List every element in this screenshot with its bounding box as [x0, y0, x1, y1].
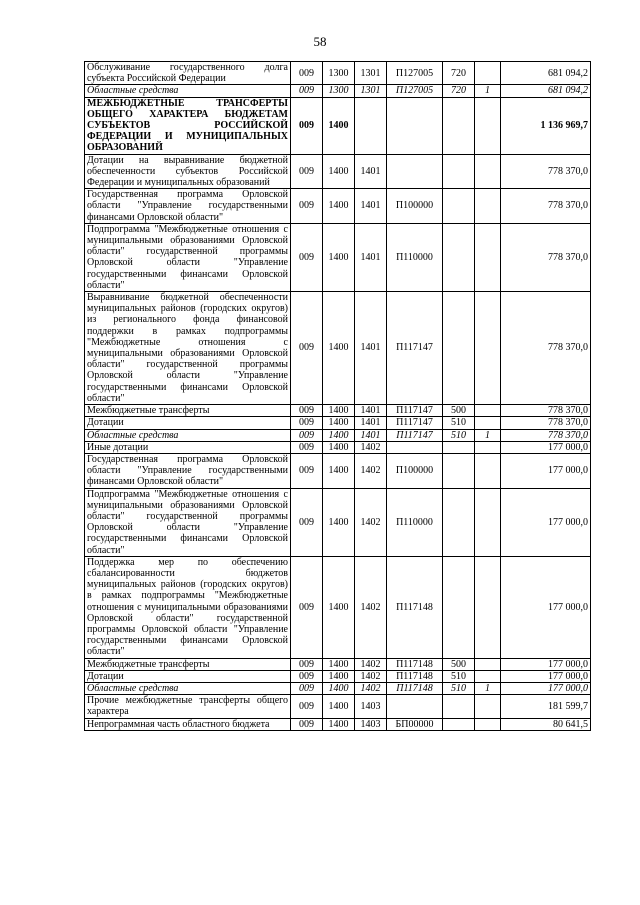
row-amount: 177 000,0 [501, 556, 591, 658]
row-ministry-code: 009 [291, 682, 323, 694]
row-subsection-code: 1402 [355, 658, 387, 670]
row-target-article: П110000 [387, 488, 443, 556]
row-funding-source: 1 [475, 682, 501, 694]
row-amount: 177 000,0 [501, 682, 591, 694]
table-row [85, 189, 591, 224]
row-target-article: П127005 [387, 62, 443, 85]
row-ministry-code: 009 [291, 670, 323, 682]
row-funding-source: 1 [475, 85, 501, 97]
row-amount: 681 094,2 [501, 85, 591, 97]
row-target-article: П117147 [387, 417, 443, 429]
row-expense-type [443, 488, 475, 556]
row-amount: 177 000,0 [501, 441, 591, 453]
table-row [85, 695, 591, 718]
row-name: МЕЖБЮДЖЕТНЫЕ ТРАНСФЕРТЫ ОБЩЕГО ХАРАКТЕРА БЮДЖЕТАМ СУБЪЕКТОВ РОССИЙСКОЙ ФЕДЕРАЦИИ И МУНИЦИПАЛЬНЫХ ОБРАЗОВАНИЙ [85, 97, 291, 154]
table-row [85, 62, 591, 85]
row-ministry-code: 009 [291, 453, 323, 488]
row-name: Подпрограмма "Межбюджетные отношения с муниципальными образованиями Орловской области" государственной программы Орловской области "Управление государственными финансами Орловской области" [85, 223, 291, 291]
row-ministry-code: 009 [291, 556, 323, 658]
row-section-code: 1400 [323, 189, 355, 224]
row-target-article [387, 695, 443, 718]
row-section-code: 1400 [323, 429, 355, 441]
row-section-code: 1400 [323, 658, 355, 670]
row-funding-source [475, 695, 501, 718]
row-ministry-code: 009 [291, 695, 323, 718]
row-ministry-code: 009 [291, 292, 323, 405]
table-row [85, 223, 591, 291]
row-ministry-code: 009 [291, 223, 323, 291]
row-subsection-code: 1401 [355, 223, 387, 291]
row-funding-source [475, 292, 501, 405]
table-row [85, 292, 591, 405]
row-ministry-code: 009 [291, 62, 323, 85]
row-target-article: П127005 [387, 85, 443, 97]
row-expense-type: 510 [443, 670, 475, 682]
table-row [85, 97, 591, 154]
row-subsection-code: 1403 [355, 695, 387, 718]
row-expense-type [443, 154, 475, 189]
row-funding-source [475, 62, 501, 85]
row-subsection-code: 1402 [355, 441, 387, 453]
row-target-article: П117148 [387, 682, 443, 694]
row-funding-source [475, 441, 501, 453]
row-expense-type [443, 223, 475, 291]
table-row [85, 453, 591, 488]
row-expense-type [443, 556, 475, 658]
row-expense-type: 720 [443, 62, 475, 85]
row-section-code: 1400 [323, 223, 355, 291]
row-expense-type [443, 441, 475, 453]
row-funding-source [475, 670, 501, 682]
row-ministry-code: 009 [291, 85, 323, 97]
row-target-article: П117147 [387, 429, 443, 441]
row-target-article: П117147 [387, 405, 443, 417]
row-expense-type: 510 [443, 682, 475, 694]
row-ministry-code: 009 [291, 718, 323, 730]
table-row [85, 556, 591, 658]
row-subsection-code: 1402 [355, 488, 387, 556]
row-expense-type: 500 [443, 405, 475, 417]
row-section-code: 1300 [323, 85, 355, 97]
row-name: Государственная программа Орловской области "Управление государственными финансами Орловской области" [85, 189, 291, 224]
budget-table-body [85, 62, 591, 731]
row-target-article [387, 154, 443, 189]
row-expense-type [443, 718, 475, 730]
row-name: Подпрограмма "Межбюджетные отношения с муниципальными образованиями Орловской области" государственной программы Орловской области "Управление государственными финансами Орловской области" [85, 488, 291, 556]
row-target-article [387, 97, 443, 154]
row-section-code: 1400 [323, 670, 355, 682]
row-subsection-code: 1401 [355, 429, 387, 441]
row-amount: 177 000,0 [501, 453, 591, 488]
row-funding-source [475, 658, 501, 670]
row-subsection-code: 1401 [355, 154, 387, 189]
row-ministry-code: 009 [291, 658, 323, 670]
table-row [85, 682, 591, 694]
table-row [85, 718, 591, 730]
row-subsection-code: 1401 [355, 405, 387, 417]
row-amount: 778 370,0 [501, 223, 591, 291]
row-amount: 177 000,0 [501, 670, 591, 682]
row-target-article: П117147 [387, 292, 443, 405]
row-ministry-code: 009 [291, 189, 323, 224]
table-row [85, 417, 591, 429]
row-expense-type [443, 695, 475, 718]
row-ministry-code: 009 [291, 488, 323, 556]
row-name: Дотации на выравнивание бюджетной обеспеченности субъектов Российской Федерации и муниципальных образований [85, 154, 291, 189]
row-target-article: П100000 [387, 453, 443, 488]
row-amount: 80 641,5 [501, 718, 591, 730]
row-name: Областные средства [85, 682, 291, 694]
row-section-code: 1400 [323, 405, 355, 417]
row-funding-source [475, 453, 501, 488]
row-section-code: 1400 [323, 682, 355, 694]
row-section-code: 1400 [323, 417, 355, 429]
row-funding-source [475, 556, 501, 658]
row-amount: 181 599,7 [501, 695, 591, 718]
row-name: Выравнивание бюджетной обеспеченности муниципальных районов (городских округов) из регионального фонда финансовой поддержки в рамках подпрограммы "Межбюджетные отношения с муниципальными образованиями Орловской области" государственной программы Орловской области "Управление государственными финансами Орловской области" [85, 292, 291, 405]
row-target-article: П110000 [387, 223, 443, 291]
row-expense-type: 510 [443, 429, 475, 441]
row-name: Межбюджетные трансферты [85, 658, 291, 670]
row-ministry-code: 009 [291, 429, 323, 441]
row-expense-type: 720 [443, 85, 475, 97]
row-subsection-code [355, 97, 387, 154]
row-section-code: 1400 [323, 154, 355, 189]
row-section-code: 1400 [323, 488, 355, 556]
row-subsection-code: 1402 [355, 453, 387, 488]
row-name: Обслуживание государственного долга субъекта Российской Федерации [85, 62, 291, 85]
row-name: Непрограммная часть областного бюджета [85, 718, 291, 730]
row-ministry-code: 009 [291, 441, 323, 453]
row-amount: 1 136 969,7 [501, 97, 591, 154]
row-name: Межбюджетные трансферты [85, 405, 291, 417]
row-subsection-code: 1402 [355, 670, 387, 682]
row-funding-source [475, 97, 501, 154]
row-section-code: 1400 [323, 97, 355, 154]
row-section-code: 1400 [323, 556, 355, 658]
row-expense-type [443, 97, 475, 154]
row-section-code: 1400 [323, 453, 355, 488]
row-amount: 778 370,0 [501, 292, 591, 405]
row-target-article: БП00000 [387, 718, 443, 730]
row-target-article: П117148 [387, 670, 443, 682]
table-row [85, 441, 591, 453]
table-row [85, 670, 591, 682]
row-name: Дотации [85, 417, 291, 429]
row-funding-source [475, 405, 501, 417]
row-ministry-code: 009 [291, 97, 323, 154]
row-amount: 778 370,0 [501, 154, 591, 189]
row-section-code: 1400 [323, 292, 355, 405]
row-subsection-code: 1403 [355, 718, 387, 730]
row-funding-source [475, 189, 501, 224]
row-subsection-code: 1402 [355, 556, 387, 658]
row-amount: 778 370,0 [501, 429, 591, 441]
row-section-code: 1300 [323, 62, 355, 85]
row-subsection-code: 1402 [355, 682, 387, 694]
row-section-code: 1400 [323, 695, 355, 718]
row-name: Прочие межбюджетные трансферты общего характера [85, 695, 291, 718]
row-subsection-code: 1401 [355, 417, 387, 429]
row-expense-type: 510 [443, 417, 475, 429]
row-name: Поддержка мер по обеспечению сбалансированности бюджетов муниципальных районов (городских округов) в рамках подпрограммы "Межбюджетные отношения с муниципальными образованиями Орловской области" государственной программы Орловской области "Управление государственными финансами Орловской области" [85, 556, 291, 658]
row-subsection-code: 1401 [355, 292, 387, 405]
row-expense-type [443, 453, 475, 488]
row-funding-source: 1 [475, 429, 501, 441]
row-ministry-code: 009 [291, 405, 323, 417]
row-name: Государственная программа Орловской области "Управление государственными финансами Орловской области" [85, 453, 291, 488]
table-row [85, 154, 591, 189]
row-target-article: П117148 [387, 658, 443, 670]
row-amount: 177 000,0 [501, 658, 591, 670]
row-subsection-code: 1301 [355, 85, 387, 97]
row-name: Областные средства [85, 85, 291, 97]
row-section-code: 1400 [323, 718, 355, 730]
row-name: Иные дотации [85, 441, 291, 453]
row-expense-type [443, 292, 475, 405]
row-funding-source [475, 488, 501, 556]
row-subsection-code: 1401 [355, 189, 387, 224]
row-target-article [387, 441, 443, 453]
row-ministry-code: 009 [291, 154, 323, 189]
row-amount: 778 370,0 [501, 189, 591, 224]
row-amount: 778 370,0 [501, 417, 591, 429]
row-ministry-code: 009 [291, 417, 323, 429]
table-row [85, 85, 591, 97]
table-row [85, 405, 591, 417]
row-expense-type [443, 189, 475, 224]
row-target-article: П117148 [387, 556, 443, 658]
row-amount: 177 000,0 [501, 488, 591, 556]
row-funding-source [475, 417, 501, 429]
budget-table [84, 61, 591, 731]
page-number: 58 [313, 34, 327, 49]
row-amount: 681 094,2 [501, 62, 591, 85]
table-row [85, 488, 591, 556]
row-name: Областные средства [85, 429, 291, 441]
row-name: Дотации [85, 670, 291, 682]
row-target-article: П100000 [387, 189, 443, 224]
row-section-code: 1400 [323, 441, 355, 453]
row-subsection-code: 1301 [355, 62, 387, 85]
table-row [85, 658, 591, 670]
row-amount: 778 370,0 [501, 405, 591, 417]
row-funding-source [475, 718, 501, 730]
row-expense-type: 500 [443, 658, 475, 670]
row-funding-source [475, 223, 501, 291]
table-row [85, 429, 591, 441]
row-funding-source [475, 154, 501, 189]
